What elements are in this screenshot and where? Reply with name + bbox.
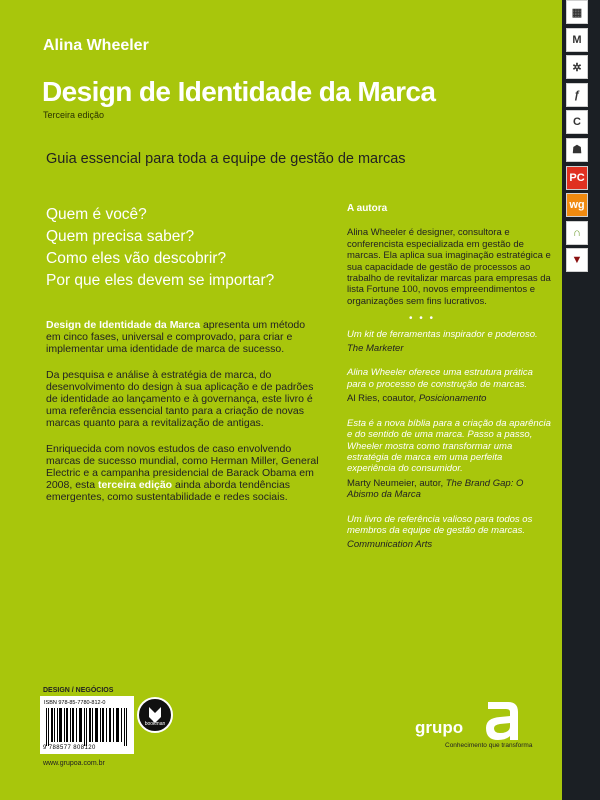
grupo-a-tagline: Conhecimento que transforma — [445, 742, 533, 749]
quote-source: The Marketer — [347, 343, 404, 355]
sidebar-column — [347, 203, 552, 564]
wg-logo-icon: wg — [566, 193, 588, 217]
questions-list — [46, 204, 274, 292]
description-paragraph-1: Design de Identidade da Marca apresenta um método em cinco fases, universal e comprovado, para criar e implementar uma identidade de marca de sucesso. — [46, 319, 306, 356]
question-3: Como eles vão descobrir? — [46, 250, 227, 267]
about-author-heading: A autora — [347, 203, 388, 214]
review-quote — [347, 514, 552, 551]
robot-icon: ☗ — [566, 138, 588, 162]
quote-source: Marty Neumeier, autor, The Brand Gap: O Abismo da Marca — [347, 477, 524, 501]
website-url: www.grupoa.com.br — [43, 760, 105, 767]
v-logo-icon: ▼ — [566, 248, 588, 272]
review-quote — [347, 418, 552, 501]
quote-source: Al Ries, coautor, Posicionamento — [347, 393, 487, 405]
barcode-number: 9 788577 808120 — [43, 745, 96, 751]
barcode-bars-icon — [44, 708, 130, 746]
isbn-text: ISBN 978-85-7780-812-0 — [44, 700, 106, 706]
quote-text: Esta é a nova bíblia para a criação da aparência e do sentido de uma marca. Passo a passo, Wheeler mostra como transformar uma estratégia de marca em uma perfeita experiência do consumidor. — [347, 417, 551, 475]
book-title: Design de Identidade da Marca — [42, 76, 436, 107]
description-body — [46, 319, 322, 517]
bookman-label: bookman — [144, 721, 166, 727]
question-2: Quem precisa saber? — [46, 228, 195, 245]
quote-source: Communication Arts — [347, 539, 433, 551]
review-quote — [347, 367, 552, 404]
quote-text: Alina Wheeler oferece uma estrutura prática para o processo de construção de marcas. — [347, 367, 533, 390]
grid-icon: ▦ — [566, 0, 588, 24]
separator-dots: • • • — [408, 313, 436, 325]
bookman-logo-icon — [137, 697, 173, 733]
gear-icon: ✲ — [566, 55, 588, 79]
quote-text: Um livro de referência valioso para todos os membros da equipe de gestão de marcas. — [347, 513, 533, 536]
author-name: Alina Wheeler — [43, 37, 149, 54]
grupo-a-wordmark: grupo — [415, 718, 464, 737]
m-logo-icon: M — [566, 28, 588, 52]
c-logo-icon: C — [566, 110, 588, 134]
quote-text: Um kit de ferramentas inspirador e poderoso. — [347, 328, 538, 340]
book-subtitle: Guia essencial para toda a equipe de gestão de marcas — [46, 151, 406, 167]
question-1: Quem é você? — [46, 206, 147, 223]
question-4: Por que eles devem se importar? — [46, 272, 275, 289]
description-paragraph-2: Da pesquisa e análise à estratégia de marca, do desenvolvimento do design à sua aplicação e de padrões de identidade ao lançamento e à governança, este livro é uma referência essencial tanto para a criação de novas marcas quanto para a revitalização de antigas. — [46, 368, 314, 430]
edition-highlight: terceira edição — [97, 479, 173, 492]
review-quote — [347, 329, 552, 355]
f-logo-icon: ƒ — [566, 83, 588, 107]
about-author-text: Alina Wheeler é designer, consultora e conferencista especializada em gestão de marcas. Ela aplica sua imaginação estratégica e sua capacidade de gestão de processos ao trabalho de revitalizar marcas para empresas da lista Fortune 100, novos empreendimentos e organizações sem fins lucrativos. — [347, 227, 551, 307]
description-paragraph-3: Enriquecida com novos estudos de caso envolvendo marcas de sucesso mundial, como Herman Miller, General Electric e a campanha presidencial de Barack Obama em 2008, esta terceira edição ainda aborda tendências emergentes, como sustentabilidade e redes sociais. — [46, 442, 319, 504]
edition-label: Terceira edição — [43, 110, 105, 120]
n-logo-icon: ∩ — [566, 221, 588, 245]
pc-logo-icon: PC — [566, 166, 588, 190]
grupo-a-logo-icon — [478, 696, 524, 742]
book-title-inline: Design de Identidade da Marca — [46, 319, 201, 331]
barcode — [40, 696, 134, 754]
category-label: DESIGN / NEGÓCIOS — [43, 687, 114, 694]
publisher-logos — [566, 0, 588, 276]
